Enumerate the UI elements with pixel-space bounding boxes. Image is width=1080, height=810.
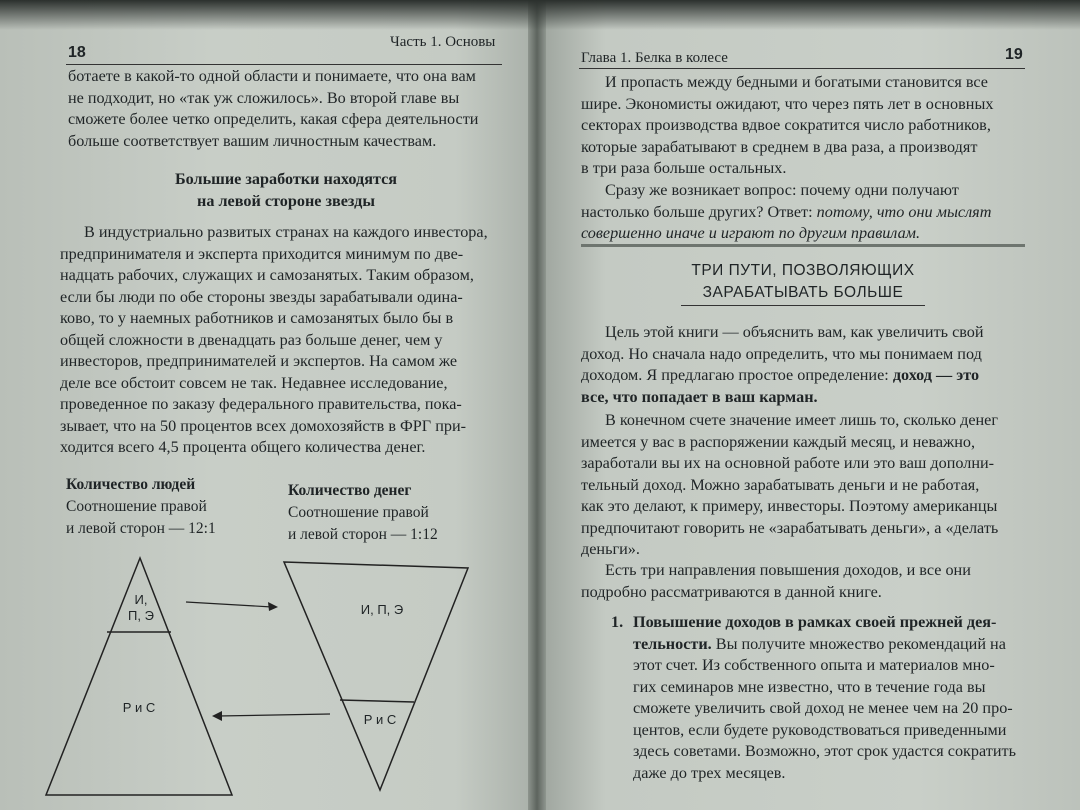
right-paragraph-1: И пропасть между бедными и богатыми становится все шире. Экономисты ожидают, что через пять лет в основных секторах производства вдвое сократится число работников, которые зарабатывают в среднем в два раза, а производят в три раза больше остальных. xyxy=(581,73,994,177)
section-title-line2: ЗАРАБАТЫВАТЬ БОЛЬШЕ xyxy=(702,284,904,301)
people-ratio-line2: и левой сторон — 12:1 xyxy=(66,520,216,537)
right-page-number: 19 xyxy=(1005,46,1023,63)
people-title: Количество людей xyxy=(66,476,196,493)
arrow-right-icon xyxy=(186,602,278,611)
people-ratio-line1: Соотношение правой xyxy=(66,498,207,515)
list-item-1-number: 1. xyxy=(611,613,624,631)
right-paragraph-5: Есть три направления повышения доходов, и все они подробно рассматриваются в данной книге. xyxy=(581,561,971,601)
list-item-1-text: Вы получите множество рекомендаций на этот счет. Из собственного опыта и материалов мно- гих семинаров мне известно, что в течение года вы сможете увеличить свой доход не менее чем на 20 про- центов, если будете руководствоваться приведенными здесь советами. Возможно, этот срок удастся сократить даже до трех месяцев. xyxy=(633,634,1016,782)
money-bottom-label: Р и С xyxy=(363,712,397,727)
money-top-label: И, П, Э xyxy=(360,602,404,617)
left-intro-paragraph: ботаете в какой-то одной области и понимаете, что она вам не подходит, но «так уж сложилось». Во второй главе вы сможете более четко определить, какая сфера деятельности больше соответствует вашим личностным качествам. xyxy=(68,67,479,150)
right-paragraph-4: В конечном счете значение имеет лишь то, сколько денег имеется у вас в распоряжении каждый месяц, и неважно, заработали вы их на основной работе или это ваш дополни- тельный доход. Можно зарабатывать деньги и не работая, как это делают, к примеру, инвесторы. Поэтому американцы предпочитают говорить не «зарабатывать деньги», а «делать деньги». xyxy=(581,411,999,558)
right-paragraph-3-text: Цель этой книги — объяснить вам, как увеличить свой доход. Но сначала надо определить, что мы понимаем под доходом. Я предлагаю простое определение: xyxy=(581,323,984,384)
money-ratio-line1: Соотношение правой xyxy=(288,504,429,521)
list-item-1-bold: Повышение доходов в рамках своей прежней дея- тельности. xyxy=(633,613,997,653)
right-running-head: Глава 1. Белка в колесе xyxy=(581,50,728,66)
section-top-rule xyxy=(581,244,1025,247)
money-triangle xyxy=(284,562,468,790)
money-ratio-line2: и левой сторон — 1:12 xyxy=(288,526,438,543)
star-triangles-diagram xyxy=(40,550,490,800)
left-heading-line1: Большие заработки находятся xyxy=(174,170,398,188)
left-running-head: Часть 1. Основы xyxy=(390,34,496,50)
right-page xyxy=(541,0,1080,810)
book-gutter xyxy=(528,0,546,810)
left-page-number: 18 xyxy=(68,44,86,61)
right-paragraph-2-text: Сразу же возникает вопрос: почему одни получают настолько больше других? Ответ: xyxy=(581,181,959,221)
people-top-label-line2: П, Э xyxy=(128,608,154,623)
list-item-1 xyxy=(633,612,1033,784)
section-title-line1: ТРИ ПУТИ, ПОЗВОЛЯЮЩИХ xyxy=(691,262,915,279)
left-heading-line2: на левой стороне звезды xyxy=(197,192,375,210)
people-bottom-label: Р и С xyxy=(122,700,156,715)
arrow-left-icon xyxy=(212,711,330,721)
money-title: Количество денег xyxy=(288,482,412,499)
right-paragraph-2 xyxy=(581,180,1025,245)
right-paragraph-3 xyxy=(581,322,1027,408)
people-top-label-line1: И, xyxy=(134,592,148,607)
top-shadow xyxy=(0,0,1080,30)
left-page xyxy=(0,0,536,810)
section-title-underline xyxy=(681,305,925,306)
people-top-label xyxy=(120,592,162,624)
left-header-rule xyxy=(66,64,502,65)
left-main-paragraph: В индустриально развитых странах на каждого инвестора, предпринимателя и эксперта приходится минимум по две- надцать рабочих, служащих и самозанятых. Таким образом, если бы люди по обе стороны звезды зарабатывали одина- ково, то у наемных работников и самозанятых было бы в общей сложности в двенадцать раз больше денег, чем у инвесторов, предпринимателей и экспертов. На самом же деле все обстоит совсем не так. Недавнее исследование, проведенное по заказу федерального правительства, пока- зывает, что на 50 процентов всех домохозяйств в ФРГ при- ходится всего 4,5 процента общего количества денег. xyxy=(60,223,488,456)
right-paragraph-3-bold: доход — это все, что попадает в ваш карман. xyxy=(581,366,980,406)
right-header-rule xyxy=(579,68,1025,69)
right-paragraph-2-italic: потому, что они мыслят совершенно иначе и играют по другим правилам. xyxy=(581,202,992,242)
